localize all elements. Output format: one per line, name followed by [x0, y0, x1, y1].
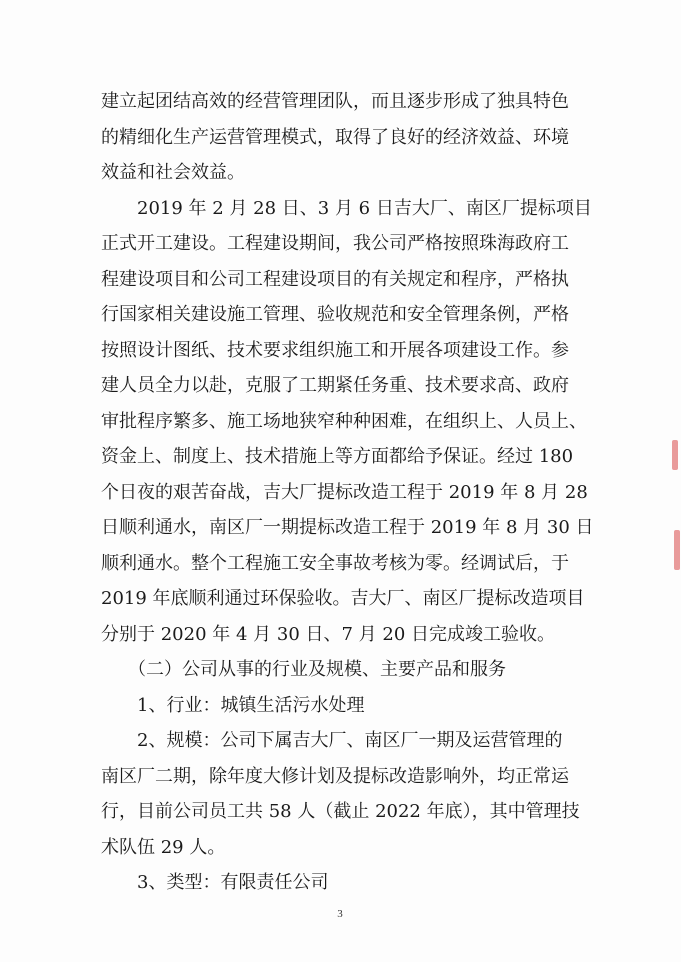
- body-line: 程建设项目和公司工程建设项目的有关规定和程序，严格执: [101, 268, 569, 290]
- body-line: 术队伍 29 人。: [101, 836, 226, 858]
- body-line: 行国家相关建设施工管理、验收规范和安全管理条例，严格: [101, 304, 569, 325]
- body-line: 建立起团结高效的经营管理团队，而且逐步形成了独具特色: [101, 91, 569, 112]
- body-line: 日顺利通水，南区厂一期提标改造工程于 2019 年 8 月 30 日: [101, 517, 594, 538]
- body-line: 顺利通水。整个工程施工安全事故考核为零。经调试后，于: [101, 552, 569, 574]
- list-item: 2、规模：公司下属吉大厂、南区厂一期及运营管理的: [101, 730, 563, 751]
- body-line: 分别于 2020 年 4 月 30 日、7 月 20 日完成竣工验收。: [101, 623, 556, 645]
- body-line: 正式开工建设。工程建设期间，我公司严格按照珠海政府工: [101, 233, 569, 254]
- body-line: 2019 年 2 月 28 日、3 月 6 日吉大厂、南区厂提标项目: [101, 197, 592, 219]
- body-line: 资金上、制度上、技术措施上等方面都给予保证。经过 180: [101, 446, 574, 467]
- body-line: 行，目前公司员工共 58 人（截止 2022 年底），其中管理技: [101, 801, 580, 822]
- body-line: 2019 年底顺利通过环保验收。吉大厂、南区厂提标改造项目: [101, 588, 585, 609]
- page-number: 3: [337, 908, 343, 920]
- body-line: 按照设计图纸、技术要求组织施工和开展各项建设工作。参: [101, 339, 569, 361]
- body-line: 建人员全力以赴，克服了工期紧任务重、技术要求高、政府: [101, 375, 569, 396]
- list-item: 1、行业：城镇生活污水处理: [101, 694, 365, 716]
- body-line: 南区厂二期，除年度大修计划及提标改造影响外，均正常运: [101, 765, 569, 787]
- section-heading: （二）公司从事的行业及规模、主要产品和服务: [101, 659, 506, 680]
- seal-stamp-edge: [672, 440, 678, 470]
- body-line: 个日夜的艰苦奋战，吉大厂提标改造工程于 2019 年 8 月 28: [101, 481, 588, 503]
- body-line: 效益和社会效益。: [101, 162, 245, 183]
- body-line: 审批程序繁多、施工场地狭窄种种困难，在组织上、人员上、: [101, 410, 587, 432]
- seal-stamp-edge: [674, 530, 680, 570]
- list-item: 3、类型：有限责任公司: [101, 872, 329, 893]
- body-line: 的精细化生产运营管理模式，取得了良好的经济效益、环境: [101, 126, 569, 148]
